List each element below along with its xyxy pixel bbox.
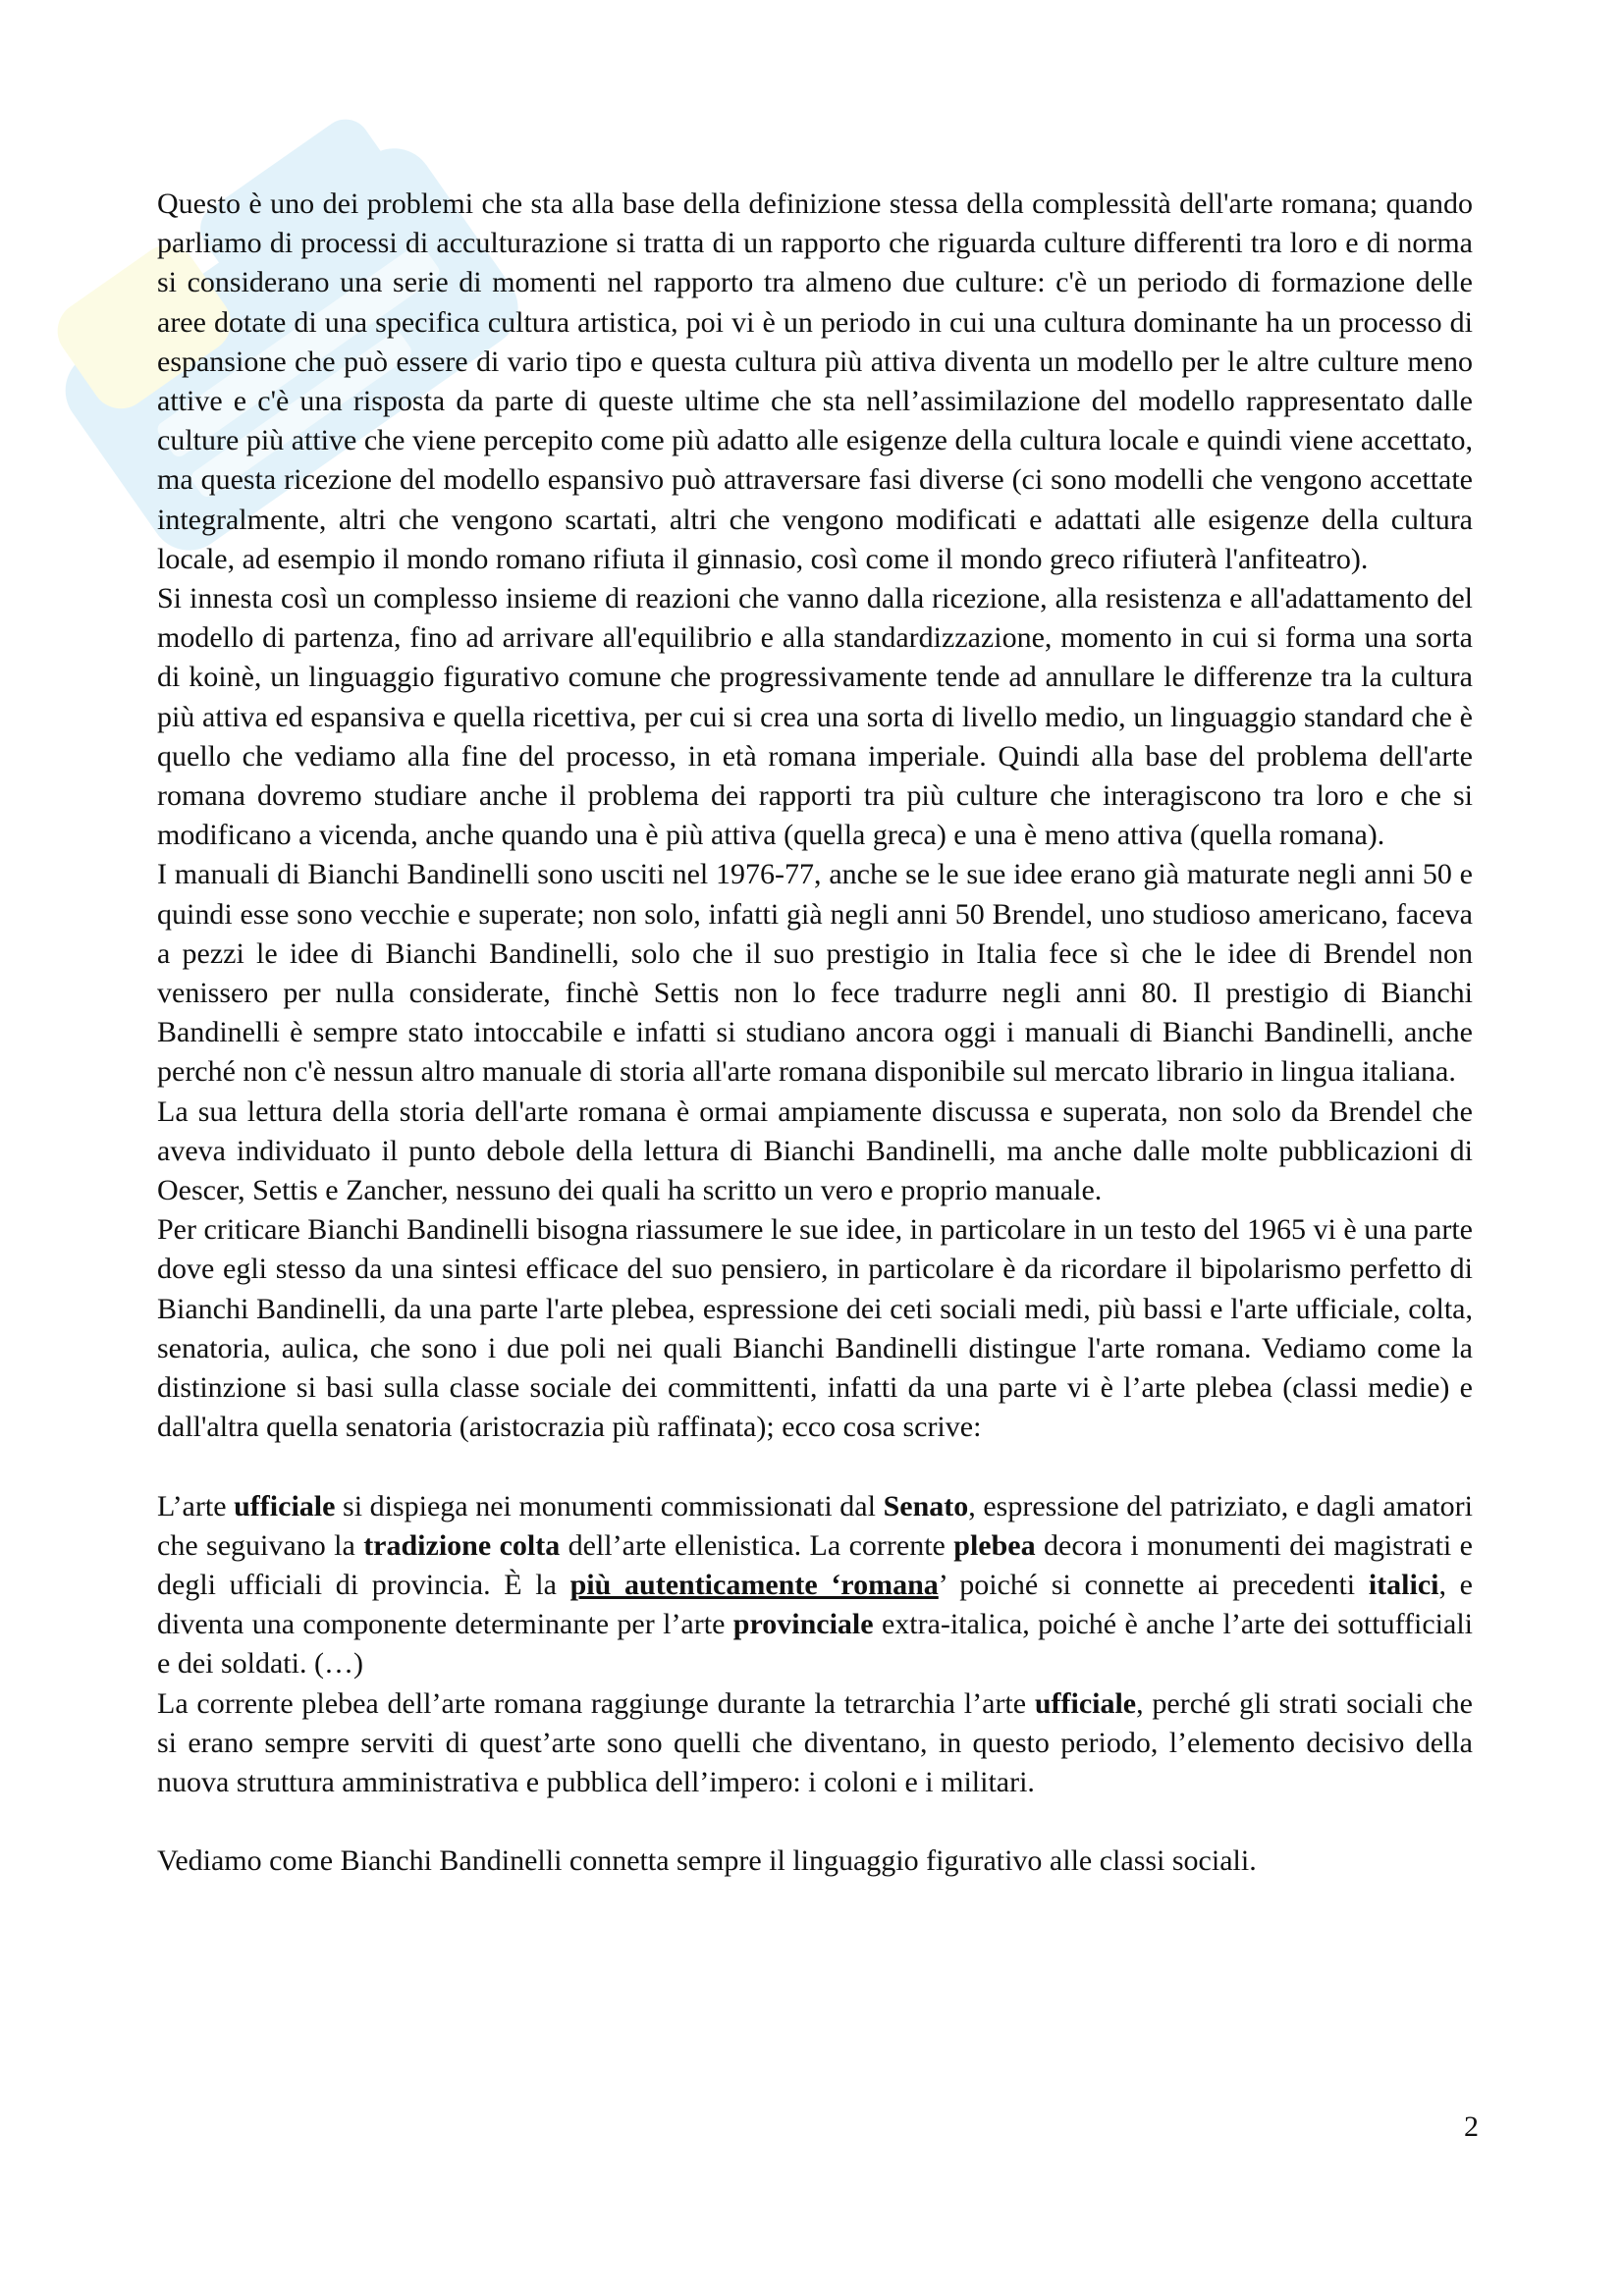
quote-text: ’ poiché si connette ai precedenti xyxy=(938,1568,1369,1601)
paragraph: Si innesta così un complesso insieme di reazioni che vanno dalla ricezione, alla resistenza e all'adattamento del modello di partenza, fino ad arrivare all'equilibrio e alla standardizzazione, momento in cui si forma una sorta di koinè, un linguaggio figurativo comune che progressivamente tende ad annullare le differenze tra la cultura più attiva ed espansiva e quella ricettiva, per cui si crea una sorta di livello medio, un linguaggio standard che è quello che vediamo alla fine del processo, in età romana imperiale. Quindi alla base del problema dell'arte romana dovremo studiare anche il problema dei rapporti tra più culture che interagiscono tra loro e che si modificano a vicenda, anche quando una è più attiva (quella greca) e una è meno attiva (quella romana). xyxy=(157,582,1473,852)
closing-paragraph: Vediamo come Bianchi Bandinelli connetta sempre il linguaggio figurativo alle classi sociali. xyxy=(157,1844,1257,1878)
quote-emphasis: italici xyxy=(1368,1568,1439,1601)
quote-text: , e diventa una componente determinante per l’arte xyxy=(157,1568,1473,1641)
quote-emphasis: plebea xyxy=(953,1528,1036,1562)
quote-text: L’arte xyxy=(157,1489,235,1522)
quote-text: si dispiega nei monumenti commissionati dal xyxy=(335,1489,884,1522)
underlined-text: più autenticamente ‘romana xyxy=(569,1568,939,1601)
quote-text: La corrente plebea dell’arte romana raggiunge durante la tetrarchia l’arte xyxy=(157,1686,1035,1720)
quote-text: dell’arte ellenistica. La corrente xyxy=(560,1528,954,1562)
paragraph: I manuali di Bianchi Bandinelli sono usciti nel 1976-77, anche se le sue idee erano già maturate negli anni 50 e quindi esse sono vecchie e superate; non solo, infatti già negli anni 50 Brendel, uno studioso americano, faceva a pezzi le idee di Bianchi Bandinelli, solo che il suo prestigio in Italia fece sì che le idee di Brendel non venissero per nulla considerate, finchè Settis non lo fece tradurre negli anni 80. Il prestigio di Bianchi Bandinelli è sempre stato intoccabile e infatti si studiano ancora oggi i manuali di Bianchi Bandinelli, anche perché non c'è nessun altro manuale di storia all'arte romana disponibile sul mercato librario in lingua italiana. xyxy=(157,858,1473,1089)
paragraph: Per criticare Bianchi Bandinelli bisogna riassumere le sue idee, in particolare in un testo del 1965 vi è una parte dove egli stesso da una sintesi efficace del suo pensiero, in particolare è da ricordare il bipolarismo perfetto di Bianchi Bandinelli, da una parte l'arte plebea, espressione dei ceti sociali medi, più bassi e l'arte ufficiale, colta, senatoria, aulica, che sono i due poli nei quali Bianchi Bandinelli distingue l'arte romana. Vediamo come la distinzione si basi sulla classe sociale dei committenti, infatti da una parte vi è l’arte plebea (classi medie) e dall'altra quella senatoria (aristocrazia più raffinata); ecco cosa scrive: xyxy=(157,1213,1473,1444)
page-number: 2 xyxy=(1464,2110,1479,2143)
document-body xyxy=(157,185,1473,1881)
quote-text: , espressione del patriziato, e dagli amatori che seguivano la xyxy=(157,1489,1473,1562)
quotation xyxy=(157,1684,1473,1803)
quote-emphasis: ufficiale xyxy=(1034,1686,1137,1720)
quote-emphasis: Senato xyxy=(883,1489,969,1522)
quote-text: , perché gli strati sociali che si erano sempre serviti di quest’arte sono quelli che diventano, in questo periodo, l’elemento decisivo della nuova struttura amministrativa e pubblica dell’impero: i coloni e i militari. xyxy=(157,1686,1473,1798)
quote-emphasis: tradizione colta xyxy=(363,1528,561,1562)
quote-text: decora i monumenti dei magistrati e degli ufficiali di provincia. È la xyxy=(157,1528,1474,1601)
quotation xyxy=(157,1487,1473,1684)
paragraph: Questo è uno dei problemi che sta alla base della definizione stessa della complessità dell'arte romana; quando parliamo di processi di acculturazione si tratta di un rapporto che riguarda culture differenti tra loro e di norma si considerano una serie di momenti nel rapporto tra almeno due culture: c'è un periodo di formazione delle aree dotate di una specifica cultura artistica, poi vi è un periodo in cui una cultura dominante ha un processo di espansione che può essere di vario tipo e questa cultura più attiva diventa un modello per le altre culture meno attive e c'è una risposta da parte di queste ultime che sta nell’assimilazione del modello rappresentato dalle culture più attive che viene percepito come più adatto alle esigenze della cultura locale e quindi viene accettato, ma questa ricezione del modello espansivo può attraversare fasi diverse (ci sono modelli che vengono accettate integralmente, altri che vengono scartati, altri che vengono modificati e adattati alle esigenze della cultura locale, ad esempio il mondo romano rifiuta il ginnasio, così come il mondo greco rifiuterà l'anfiteatro). xyxy=(157,187,1473,575)
paragraph: La sua lettura della storia dell'arte romana è ormai ampiamente discussa e superata, non solo da Brendel che aveva individuato il punto debole della lettura di Bianchi Bandinelli, ma anche dalle molte pubblicazioni di Oescer, Settis e Zancher, nessuno dei quali ha scritto un vero e proprio manuale. xyxy=(157,1095,1473,1207)
quote-text: extra-italica, poiché è anche l’arte dei sottufficiali e dei soldati. (…) xyxy=(157,1608,1473,1681)
quote-emphasis-underlined xyxy=(570,1569,939,1601)
quote-emphasis: provinciale xyxy=(732,1608,874,1641)
quote-emphasis: ufficiale xyxy=(234,1489,336,1522)
